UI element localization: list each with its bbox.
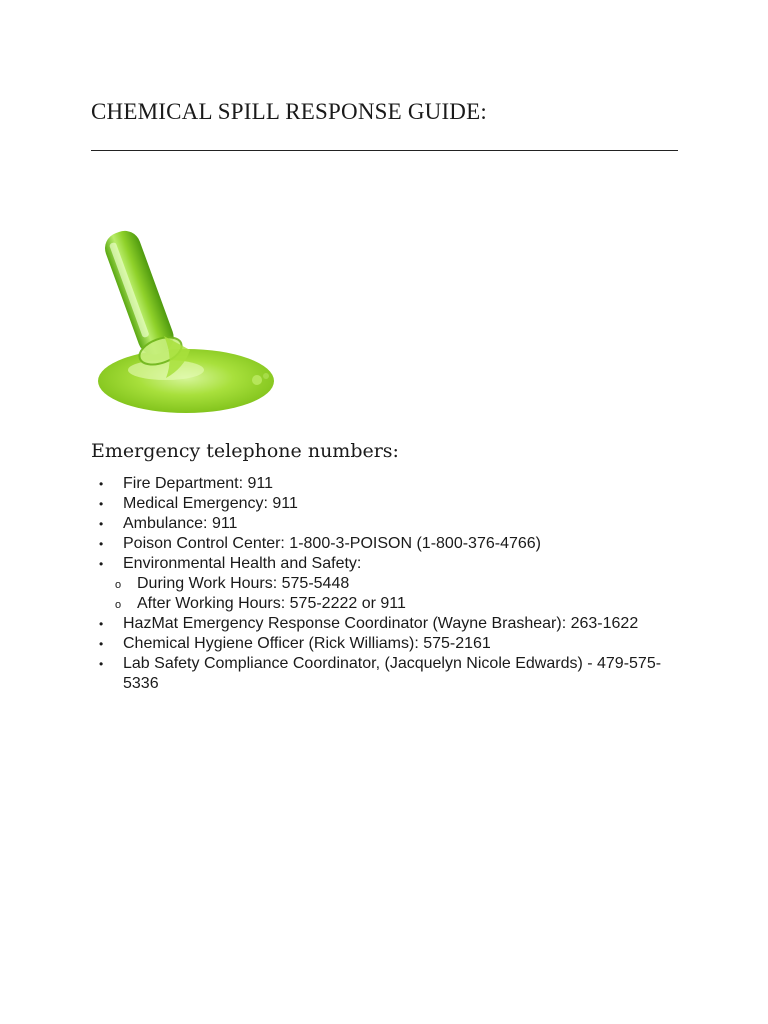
sub-contact-text: During Work Hours: 575-5448 — [137, 575, 350, 592]
contact-text: Poison Control Center: 1-800-3-POISON (1-800-376-4766) — [123, 535, 541, 552]
contact-text: Lab Safety Compliance Coordinator, (Jacquelyn Nicole Edwards) - 479-575-5336 — [123, 655, 662, 692]
ehs-sublist — [115, 574, 699, 614]
page-title: CHEMICAL SPILL RESPONSE GUIDE: — [91, 99, 487, 124]
list-item — [99, 494, 699, 514]
sublist-item — [115, 594, 699, 614]
section-heading: Emergency telephone numbers: — [91, 440, 399, 462]
list-item — [99, 554, 699, 614]
sub-contact-text: After Working Hours: 575-2222 or 911 — [137, 595, 406, 612]
bullet-icon: • — [99, 657, 104, 671]
contact-text: HazMat Emergency Response Coordinator (Wayne Brashear): 263-1622 — [123, 615, 639, 632]
contact-text: Fire Department: 911 — [123, 475, 273, 492]
bullet-icon: • — [99, 557, 104, 571]
list-item — [99, 614, 699, 634]
contact-text: Ambulance: 911 — [123, 515, 238, 532]
bullet-icon: • — [99, 637, 104, 651]
sublist-item — [115, 574, 699, 594]
sub-bullet-icon: o — [115, 579, 122, 591]
bullet-icon: • — [99, 477, 104, 491]
list-item — [99, 654, 699, 694]
list-item — [99, 474, 699, 494]
bullet-icon: • — [99, 537, 104, 551]
contact-text: Chemical Hygiene Officer (Rick Williams): 575-2161 — [123, 635, 491, 652]
list-item — [99, 514, 699, 534]
list-item — [99, 534, 699, 554]
bullet-icon: • — [99, 617, 104, 631]
bullet-icon: • — [99, 517, 104, 531]
sub-bullet-icon: o — [115, 599, 122, 611]
contact-text: Environmental Health and Safety: — [123, 555, 362, 572]
list-item — [99, 634, 699, 654]
title-divider — [91, 150, 678, 151]
green-chemical-spill-tube-icon — [94, 218, 279, 418]
contact-text: Medical Emergency: 911 — [123, 495, 298, 512]
emergency-contact-list — [99, 474, 699, 694]
bullet-icon: • — [99, 497, 104, 511]
